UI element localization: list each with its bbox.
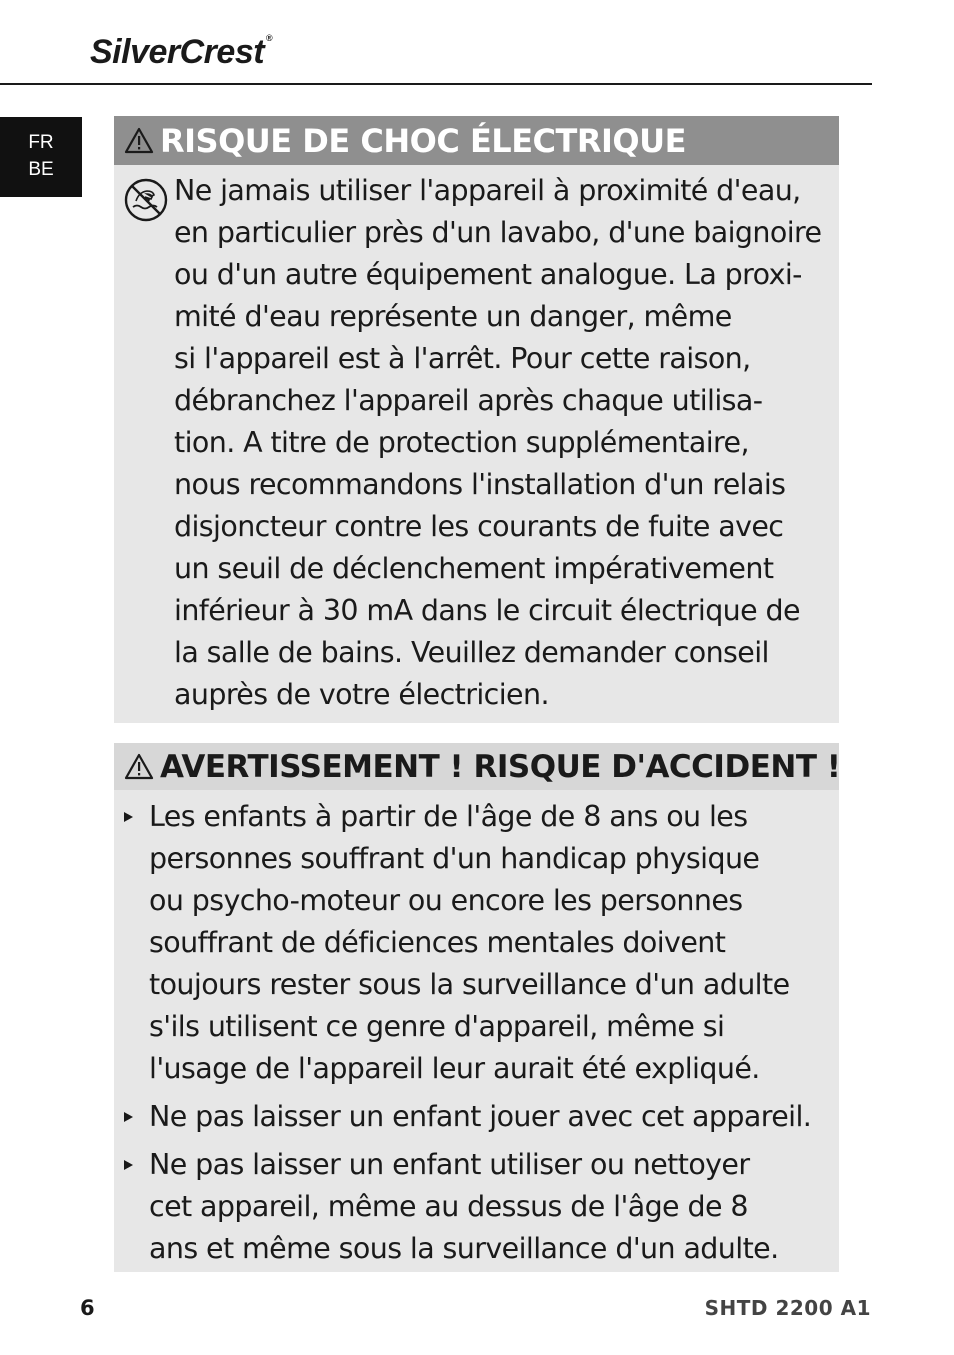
warning-triangle-icon — [124, 753, 154, 781]
bullet-arrow-icon — [124, 812, 133, 822]
text-line: souffrant de déficiences mentales doivent — [149, 926, 726, 959]
electric-shock-section — [114, 116, 839, 723]
text-line: l'usage de l'appareil leur aurait été expliqué. — [149, 1052, 760, 1085]
bullet-list — [124, 796, 836, 1276]
warning-triangle-icon — [124, 127, 154, 155]
model-number: SHTD 2200 A1 — [704, 1296, 871, 1320]
header-rule — [0, 83, 872, 85]
bullet-item — [124, 796, 836, 1090]
text-line: Ne pas laisser un enfant jouer avec cet appareil. — [149, 1100, 812, 1133]
text-line: Ne jamais utiliser l'appareil à proximité d'eau, — [174, 174, 801, 207]
text-line: mité d'eau représente un danger, même — [174, 300, 732, 333]
text-line: auprès de votre électricien. — [174, 678, 549, 711]
section-title: RISQUE DE CHOC ÉLECTRIQUE — [160, 121, 686, 160]
text-line: cet appareil, même au dessus de l'âge de 8 — [149, 1190, 748, 1223]
section-title: AVERTISSEMENT ! RISQUE D'ACCIDENT ! — [160, 748, 841, 785]
text-line: personnes souffrant d'un handicap physique — [149, 842, 760, 875]
section-header — [114, 743, 839, 790]
accident-warning-section — [114, 743, 839, 1272]
text-line: Les enfants à partir de l'âge de 8 ans ou les — [149, 800, 748, 833]
text-line: tion. A titre de protection supplémentaire, — [174, 426, 749, 459]
bullet-arrow-icon — [124, 1160, 133, 1170]
text-line: nous recommandons l'installation d'un relais — [174, 468, 786, 501]
text-line: toujours rester sous la surveillance d'un adulte — [149, 968, 790, 1001]
brand-name: SilverCrest — [90, 33, 265, 71]
text-line: débranchez l'appareil après chaque utilisa- — [174, 384, 763, 417]
safety-paragraph — [174, 170, 834, 716]
bullet-arrow-icon — [124, 1112, 133, 1122]
text-line: en particulier près d'un lavabo, d'une baignoire — [174, 216, 822, 249]
text-line: Ne pas laisser un enfant utiliser ou nettoyer — [149, 1148, 750, 1181]
text-line: inférieur à 30 mA dans le circuit électrique de — [174, 594, 800, 627]
brand-logo — [90, 33, 272, 72]
text-line: si l'appareil est à l'arrêt. Pour cette raison, — [174, 342, 751, 375]
page-number: 6 — [80, 1296, 95, 1320]
text-line: ou psycho-moteur ou encore les personnes — [149, 884, 743, 917]
language-code-be: BE — [28, 159, 54, 180]
bullet-item — [124, 1096, 836, 1138]
text-line: ans et même sous la surveillance d'un adulte. — [149, 1232, 779, 1265]
text-line: un seuil de déclenchement impérativement — [174, 552, 774, 585]
bullet-item — [124, 1144, 836, 1270]
language-code-fr: FR — [28, 132, 54, 153]
text-line: ou d'un autre équipement analogue. La proxi- — [174, 258, 802, 291]
no-water-hand-icon — [124, 178, 168, 222]
section-header — [114, 116, 839, 165]
registered-mark: ® — [266, 33, 273, 43]
language-tab — [0, 117, 82, 197]
text-line: s'ils utilisent ce genre d'appareil, même si — [149, 1010, 725, 1043]
text-line: disjoncteur contre les courants de fuite avec — [174, 510, 784, 543]
text-line: la salle de bains. Veuillez demander conseil — [174, 636, 769, 669]
